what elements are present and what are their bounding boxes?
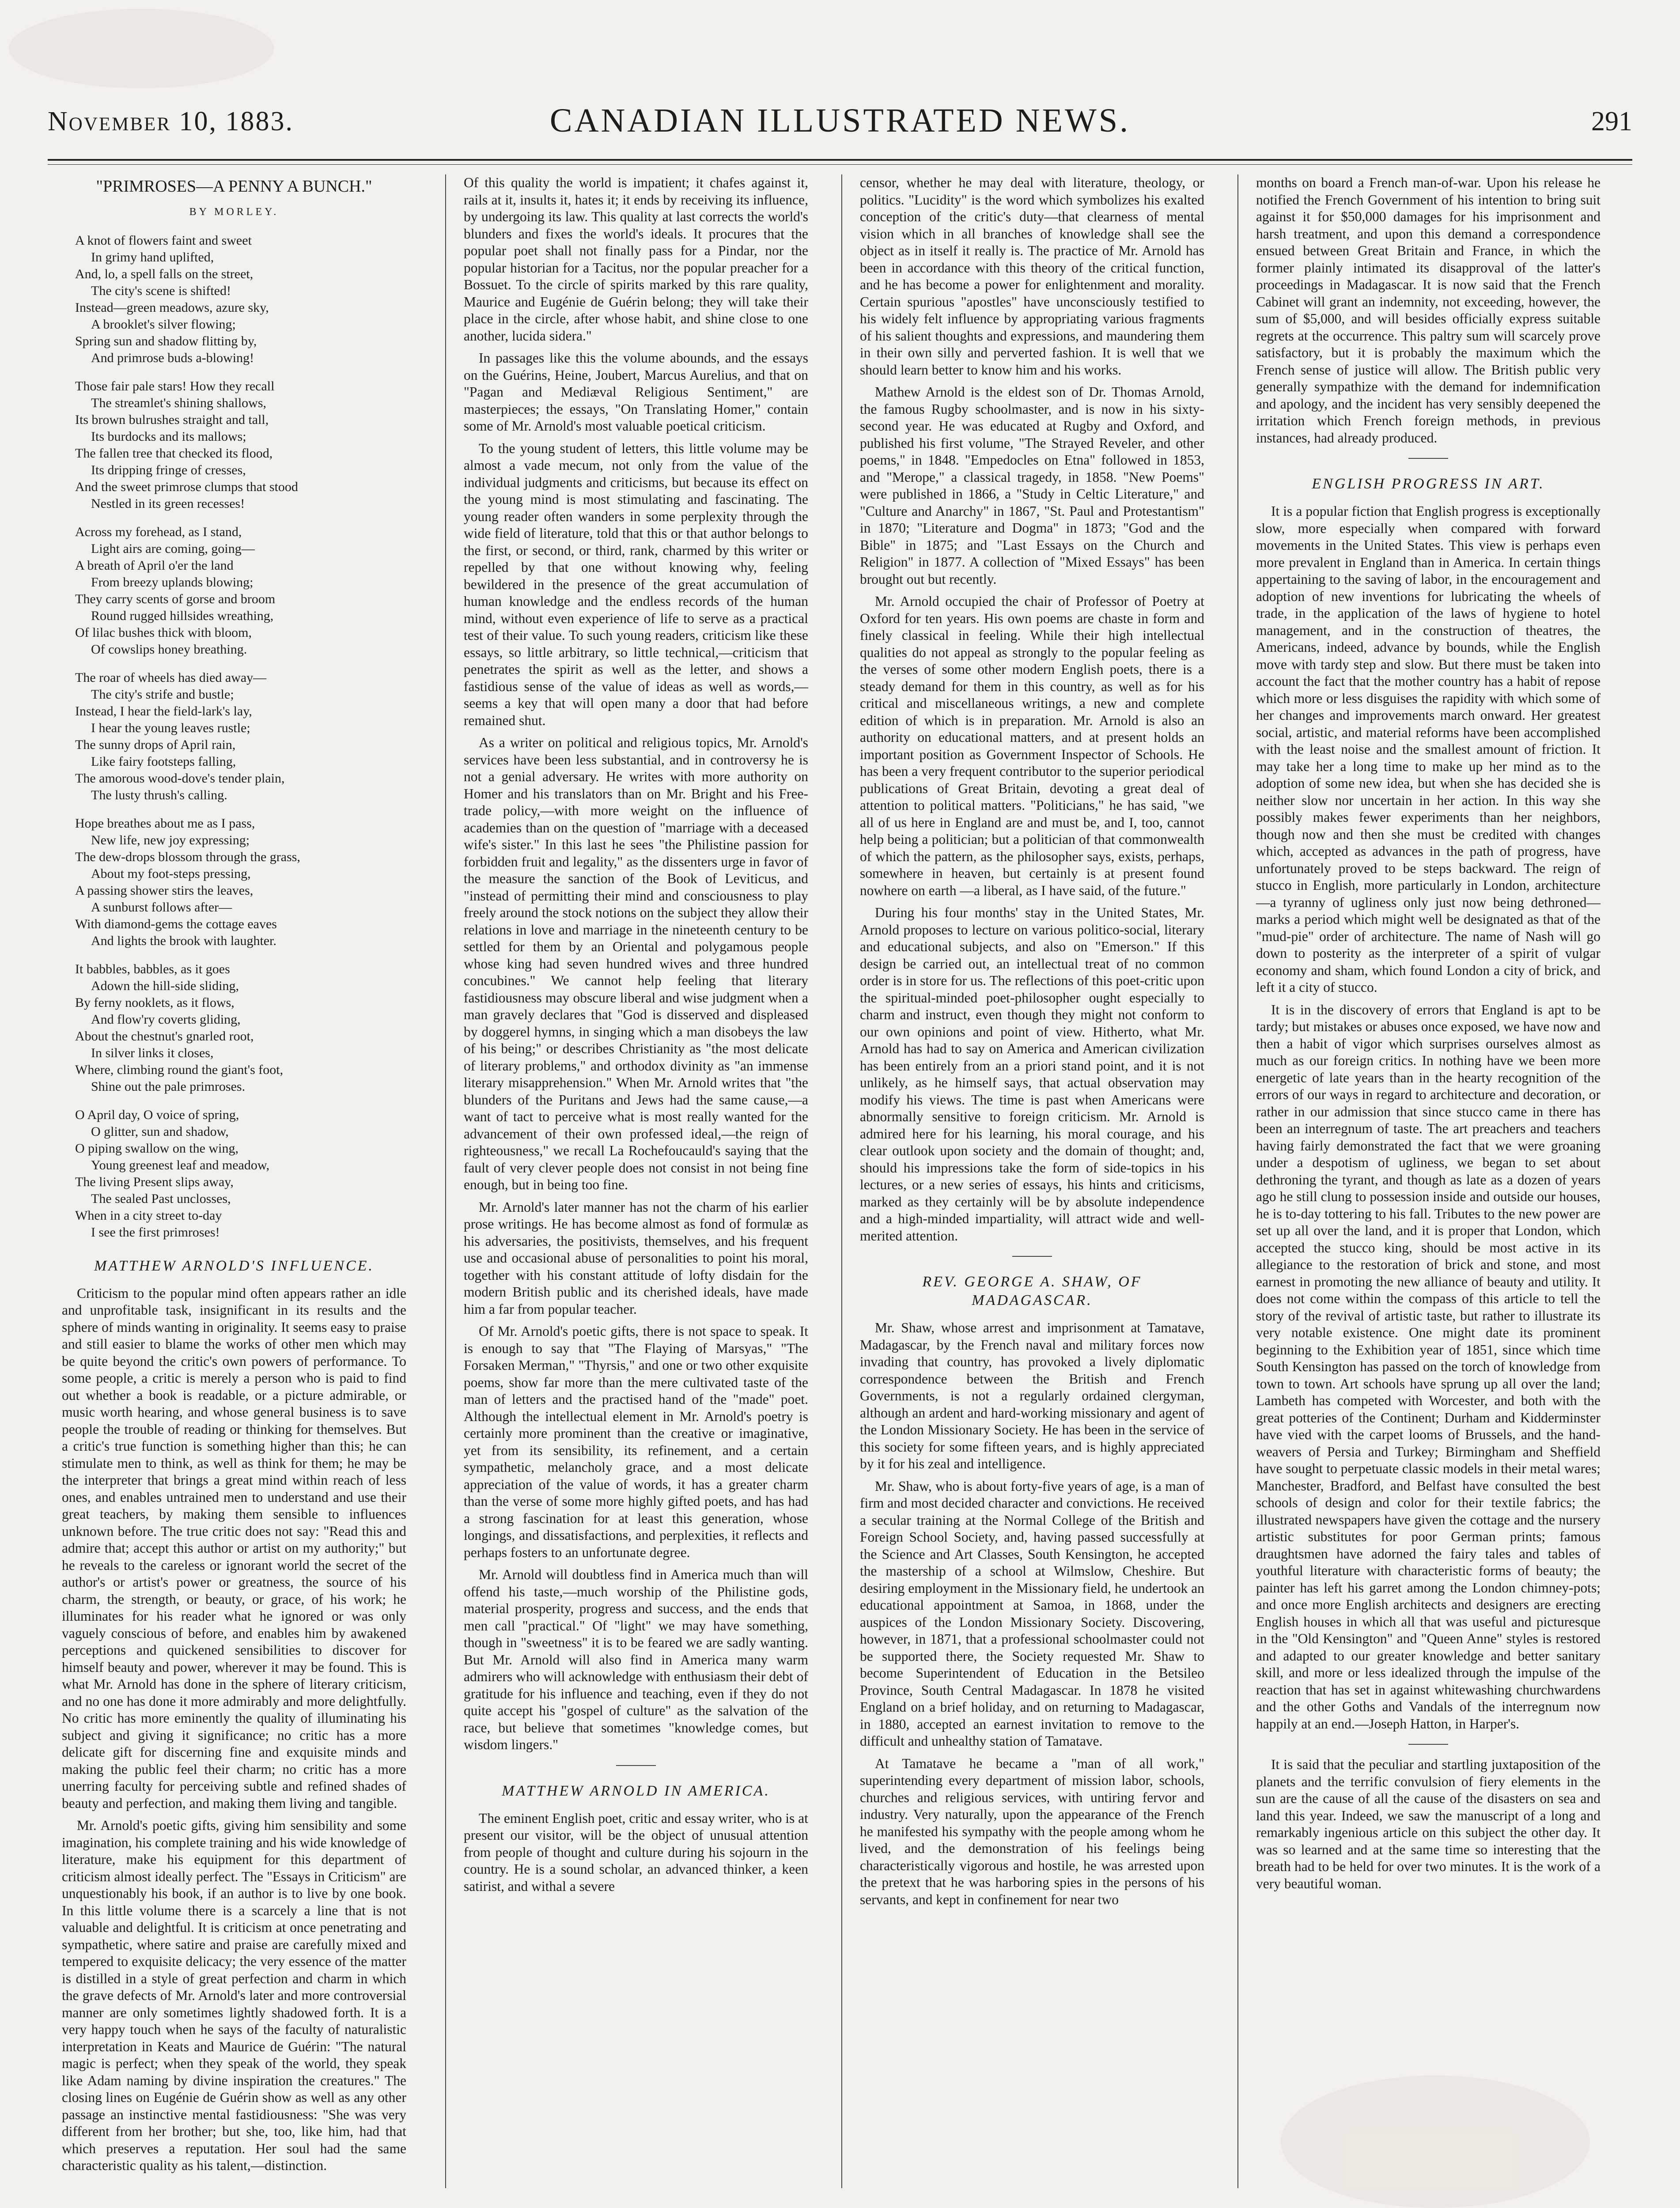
article-paragraph: The eminent English poet, critic and essay writer, who is at present our visitor, will be the object of unusual attention from people of thought and culture during his sojourn in the country. He is a sound scholar, an advanced thinker, a keen satirist, and withal a severe [464,1810,808,1894]
article-paragraph: Mr. Arnold's later manner has not the charm of his earlier prose writings. He has become almost as fond of formulæ as his adversaries, the positivists, themselves, and his frequent use and occasional abuse of personalities to point his moral, together with his constant attitude of lofty disdain for the modern British public and its cherished ideals, have made him a far from popular teacher. [464,1199,808,1317]
poem-line: The sunny drops of April rain, [75,737,236,752]
poem-stanza [75,232,406,367]
poem-line: Adown the hill-side sliding, [91,978,239,993]
poem-line: With diamond-gems the cottage eaves [75,916,277,931]
paper-stain [9,9,274,88]
poem-line: The roar of wheels has died away— [75,670,267,685]
section-rule [1408,458,1448,459]
poem-line: The living Present slips away, [75,1174,234,1189]
poem-body [62,232,406,1241]
section-title: ENGLISH PROGRESS IN ART. [1312,476,1545,492]
poem-line: They carry scents of gorse and broom [75,591,276,606]
article-paragraph: At Tamatave he became a "man of all work," superintending every department of mission labor, schools, churches and religious services, with untiring fervor and industry. Very naturally, upon the appearance of the French he manifested his sympathy with the people among whom he lived, and the demonstration of his feelings being characteristically vigorous and hostile, he was arrested upon the pretext that he was harboring spies in the persons of his servants, and kept in confinement for near two [860,1755,1204,1907]
poem-line: And, lo, a spell falls on the street, [75,266,254,281]
poem-line: O glitter, sun and shadow, [91,1124,229,1139]
poem-line: By ferny nooklets, as it flows, [75,995,235,1010]
poem-line: In grimy hand uplifted, [91,250,214,265]
article-paragraph: Criticism to the popular mind often appears rather an idle and unprofitable task, insignificant in its results and the sphere of minds wanting in originality. It seems easy to praise and still easier to blame the works of other men which may be quite beyond the critic's own powers of performance. To some people, a critic is merely a person who is paid to find out whether a book is readable, or a picture admirable, or music worth hearing, and whose general business is to save people the trouble of reading or thinking for themselves. But a critic's true function is something higher than this; he can stimulate men to think, as well as think for them; he may be the interpreter that brings a great mind within reach of less ones, and enables untrained men to understand and use their great teachers, by making them sensible to influences unknown before. The true critic does not say: "Read this and admire that; accept this author or artist on my authority;" but he reveals to the careless or ignorant world the secret of the author's or artist's power or greatness, the source of his charm, the strength, or beauty, or grace, of his work; he illuminates for his reader what he ignored or was only vaguely conscious of before, and enables him by awakened perceptions and quickened sensibilities to discover for himself beauty and power, wherever it may be found. This is what Mr. Arnold has done in the sphere of literary criticism, and no one has done it more admirably and more delightfully. No critic has more eminently the quality of illuminating his subject and giving it significance; no critic has a more delicate gift for discerning fine and exquisite minds and making the public feel their charm; no critic has a more unerring faculty for perceiving subtle and refined shades of beauty and perfection, and making them living and tangible. [62,1285,406,1811]
poem-line: I see the first primroses! [91,1225,220,1240]
poem-line: The streamlet's shining shallows, [91,395,267,410]
poem-line: The amorous wood-dove's tender plain, [75,771,285,786]
section-title: MATTHEW ARNOLD'S INFLUENCE. [94,1257,374,1274]
poem-line: I hear the young leaves rustle; [91,720,250,735]
poem-line: A breath of April o'er the land [75,558,234,573]
poem-byline: BY MORLEY. [189,206,279,218]
issue-date: November 10, 1883. [48,106,294,136]
poem-line: From breezy uplands blowing; [91,575,254,590]
poem-stanza [75,815,406,949]
masthead-rule-thin [48,164,1632,165]
poem-line: Instead, I hear the field-lark's lay, [75,703,252,718]
poem-line: A brooklet's silver flowing; [91,317,236,332]
article-paragraph: Mr. Arnold will doubtless find in America much than will offend his taste,—much worship of the Philistine gods, material prosperity, progress and success, and the ends that men call "practical." Of "light" we may have something, though in "sweetness" it is to be feared we are sadly wanting. But Mr. Arnold will also find in America many warm admirers who will acknowledge with enthusiasm their debt of gratitude for his influence and teaching, even if they do not quite accept his "gospel of culture" as the salvation of the race, but believe that sometimes "knowledge comes, but wisdom lingers." [464,1567,808,1752]
column-divider [1237,174,1238,2188]
article-paragraph: It is said that the peculiar and startling juxtaposition of the planets and the terrific convulsion of fiery elements in the sun are the cause of all the cause of the disasters on sea and land this year. Indeed, we saw the manuscript of a long and remarkably ingenious article on this subject the other day. It was so learned and at the same time so interesting that the breath had to be held for over two minutes. It is the work of a very beautiful woman. [1256,1757,1601,1891]
column-2 [464,174,808,1900]
article-paragraph: It is a popular fiction that English progress is exceptionally slow, more especially when compared with forward movements in the United States. This view is perhaps even more prevalent in England than in America. In certain things appertaining to the saving of labor, in the encouragement and adoption of new inventions for lubricating the wheels of trade, in the application of the laws of hygiene to hotel management, and in the construction of theatres, the Americans, indeed, advance by bounds, while the English move with tardy step and slow. But there must be taken into account the fact that the mother country has a habit of repose which more or less disguises the rapidity with which some of her changes and improvements march onward. Her greatest social, artistic, and material reforms have been accomplished with the least noise and the smallest amount of friction. It may take her a long time to make up her mind as to the adoption of some new idea, but when she has decided she is neither slow nor uncertain in her action. In this way she possibly makes fewer experiments than her neighbors, though now and then she must be credited with changes which, accepted as advances in the path of progress, have unfortunately proved to be steps backward. The reign of stucco in English, more particularly in London, architecture—a tyranny of ugliness only just now being dethroned—marks a period which might well be designated as that of the "mud-pie" order of architecture. The name of Nash will go down to posterity as the interpreter of a spirit of vulgar economy and sham, which found London a city of brick, and left it a city of stucco. [1256,503,1601,995]
poem-line: Of lilac bushes thick with bloom, [75,625,252,640]
poem-line: Its brown bulrushes straight and tall, [75,412,269,427]
poem-line: Nestled in its green recesses! [91,496,245,511]
column-4 [1256,174,1601,1898]
poem-line: Spring sun and shadow flitting by, [75,333,257,348]
poem-line: Its dripping fringe of cresses, [91,462,246,477]
poem-line: And lights the brook with laughter. [91,933,276,948]
section-title: MATTHEW ARNOLD IN AMERICA. [502,1782,770,1799]
poem-line: The lusty thrush's calling. [91,787,227,802]
article-paragraph: To the young student of letters, this little volume may be almost a vade mecum, not only from the value of the individual judgments and criticisms, but because its effect on the young mind is most stimulating and fascinating. The young reader often wanders in some perplexity through the wide field of literature, told that this or that author belongs to the first, or second, or third, rank, charmed by this writer or repelled by that one without knowing why, feeling bewildered in the presence of the great accumulation of human knowledge and the endless records of the human mind, without even experience of life to serve as a practical test of their value. To such young readers, criticism like these essays, so little arbitrary, so little technical,—criticism that penetrates the spirit as well as the letter, and shows a fastidious sense of the value of ideas as well as words,—seems a key that will open many a door that had before remained shut. [464,440,808,728]
poem-line: Instead—green meadows, azure sky, [75,300,269,315]
poem-line: Round rugged hillsides wreathing, [91,608,274,623]
column-divider [445,174,446,2188]
poem-stanza [75,961,406,1095]
section-rule [1012,1256,1052,1257]
article-paragraph: months on board a French man-of-war. Upon his release he notified the French Government of his intention to bring suit against it for $50,000 damages for his imprisonment and harsh treatment, and upon this demand a correspondence ensued between Great Britain and France, in which the former plainly intimated its disapproval of the latter's proceedings in Madagascar. It is now said that the French Cabinet will grant an indemnity, not exceeding, however, the sum of $5,000, and will besides officially express suitable regrets at the occurrence. This paltry sum will scarcely prove satisfactory, but it is probably the maximum which the French sense of justice will allow. The British public very generally sympathize with the demand for indemnification and apology, and the incident has very sensibly deepened the irritation which French foreign methods, in previous instances, had already produced. [1256,175,1601,446]
poem-line: And the sweet primrose clumps that stood [75,479,298,494]
poem-line: The city's strife and bustle; [91,687,234,702]
article-paragraph: Mr. Arnold's poetic gifts, giving him sensibility and some imagination, his complete training and his wide knowledge of literature, make his equipment for this department of criticism almost ideally perfect. The "Essays in Criticism" are unquestionably his book, if an author is to live by one book. In this little volume there is a scarcely a line that is not valuable and delightful. It is criticism at once penetrating and sympathetic, where satire and praise are carefully mixed and tempered to exquisite delicacy; the very essence of the matter is distilled in a style of great perfection and charm in which the grave defects of Mr. Arnold's later and more controversial manner are only sometimes lightly shadowed forth. It is a very happy touch when he says of the faculty of naturalistic interpretation in Keats and Maurice de Guérin: "The natural magic is perfect; when they speak of the world, they speak like Adam naming by divine inspiration the creatures." The closing lines on Eugénie de Guérin show as well as any other passage an instinctive mental fastidiousness: "She was very different from her brother; but she, too, like him, had that which preserves a reputation. Her soul had the same characteristic quality as his talent,—distinction. [62,1818,406,2173]
column-3 [860,174,1204,1913]
poem-line: Those fair pale stars! How they recall [75,378,275,393]
article-paragraph: Of Mr. Arnold's poetic gifts, there is not space to speak. It is enough to say that "The Flaying of Marsyas," "The Forsaken Merman," "Thyrsis," and one or two other exquisite poems, show far more than the mere cultivated taste of the man of letters and the practised hand of the "made" poet. Although the intellectual element in Mr. Arnold's poetry is certainly more prominent than the creative or imaginative, yet from its sensibility, its refinement, and a certain sympathetic, melancholy grace, and a most delicate appreciation of the value of words, it has a greater charm than the verse of some more highly gifted poets, and has had a strong fascination for at least this generation, whose longings, and dissatisfactions, and perplexities, it reflects and perhaps fosters to an unfortunate degree. [464,1323,808,1560]
poem-line: It babbles, babbles, as it goes [75,961,230,976]
poem-line: About my foot-steps pressing, [91,866,251,881]
article-paragraph: It is in the discovery of errors that England is apt to be tardy; but mistakes or abuses once exposed, we have now and then a habit of vigor which surprises ourselves almost as much as our foreign critics. In nothing have we been more energetic of late years than in the hearty recognition of the errors of our ways in regard to architecture and decoration, or rather in our admission that since stucco came in there has been an interregnum of taste. The art preachers and teachers having fairly demonstrated the fact that we were groaning under a despotism of ugliness, we began to set about dethroning the tyrant, and though as late as a dozen of years ago he still clung to possession inside and outside our houses, he is to-day tottering to his fall. Tributes to the new power are set up all over the land, and it is proper that London, which accepted the stucco king, should be most active in its allegiance to the restoration of brick and stone, and most earnest in promoting the new alliance of beauty and utility. It does not come within the compass of this article to tell the story of the revival of artistic taste, but rather to illustrate its very notable existence. One might date its prominent beginning to the Exhibition year of 1851, since which time South Kensington has passed on the torch of knowledge from town to town. Art schools have sprung up all over the land; Lambeth has competed with Worcester, and both with the great potteries of the Continent; Durham and Kidderminster have vied with the carpet looms of Brussels, and the hand-weavers of Persia and Turkey; Birmingham and Sheffield have sought to perpetuate classic models in their metal wares; Manchester, Bradford, and Belfast have consulted the best schools of design and color for their textile fabrics; the illustrated newspapers have given the cottage and the nursery artistic substitutes for poor German prints; famous draughtsmen have adorned the fairy tales and tables of youthful literature with characteristic forms of beauty; the painter has left his garret among the London chimney-pots; and once more English architects and designers are erecting English houses in which all that was useful and picturesque in the "Old Kensington" and "Queen Anne" styles is restored and adapted to our greater knowledge and better sanitary skill, and more or less idealized through the impulse of the reaction that has set in against whitewashing churchwardens and the other Goths and Vandals of the interregnum now happily at an end.—Joseph Hatton, in Harper's. [1256,1002,1601,1732]
article-paragraph: Of this quality the world is impatient; it chafes against it, rails at it, insults it, hates it; it ends by receiving its influence, by undergoing its law. This quality at last corrects the world's blunders and fixes the world's ideals. It procures that the popular poet shall not finally pass for a Pindar, nor the popular historian for a Tacitus, nor the popular preacher for a Bossuet. To the circle of spirits marked by this rare quality, Maurice and Eugénie de Guérin belong; they will take their place in the circle, after whose habit, and shine close to one another, lucida sidera." [464,175,808,344]
article-paragraph: In passages like this the volume abounds, and the essays on the Guérins, Heine, Joubert, Marcus Aurelius, and that on "Pagan and Mediæval Religious Sentiment," are masterpieces; the essays, "On Translating Homer," contain some of Mr. Arnold's most valuable poetical criticism. [464,350,808,434]
poem-line: The dew-drops blossom through the grass, [75,849,300,864]
page-number: 291 [1591,106,1632,136]
poem-line: O April day, O voice of spring, [75,1107,239,1122]
poem-stanza [75,524,406,658]
article-paragraph: censor, whether he may deal with literature, theology, or politics. "Lucidity" is the word which symbolizes his exalted conception of the critic's duty—that clearness of mental vision which in all branches of knowledge shall see the object as in itself it really is. The practice of Mr. Arnold has been in accordance with this theory of the critical function, and he has become a power for enlightenment and morality. Certain spurious "apostles" have unconsciously testified to his widely felt influence by appropriating various fragments of his salient thoughts and expressions, and maundering them in their own silly and perverted fashion. It is well that we should learn better to know him and his works. [860,175,1204,378]
poem-line: Light airs are coming, going— [91,541,255,556]
poem-line: Across my forehead, as I stand, [75,524,242,539]
poem-line: And primrose buds a-blowing! [91,350,254,365]
poem-line: New life, new joy expressing; [91,832,250,847]
poem-line: A knot of flowers faint and sweet [75,233,252,248]
newspaper-title: CANADIAN ILLUSTRATED NEWS. [549,102,1131,139]
poem-stanza [75,669,406,804]
poem-line: In silver links it closes, [91,1045,214,1060]
poem-line: A sunburst follows after— [91,900,232,915]
article-paragraph: Mr. Shaw, who is about forty-five years of age, is a man of firm and most decided character and convictions. He received a secular training at the Normal College of the British and Foreign School Society, and, having passed successfully at the Science and Art Classes, South Kensington, he accepted the mastership of a school at Wilmslow, Cheshire. But desiring employment in the Missionary field, he undertook an educational appointment at Samoa, in 1868, under the auspices of the London Missionary Society. Discovering, however, in 1871, that a professional schoolmaster could not be supported there, the Society requested Mr. Shaw to become Superintendent of Education in the Betsileo Province, South Central Madagascar. In 1878 he visited England on a brief holiday, and on returning to Madagascar, in 1880, accepted an earnest invitation to remove to the difficult and unhealthy station of Tamatave. [860,1478,1204,1749]
section-rule [1408,1744,1448,1745]
article-paragraph: Mr. Shaw, whose arrest and imprisonment at Tamatave, Madagascar, by the French naval and military forces now invading that country, has provoked a lively diplomatic correspondence between the British and French Governments, is not a regularly ordained clergyman, although an ardent and hard-working missionary and agent of the London Missionary Society. He has been in the service of this society for some fifteen years, and is highly appreciated by it for his zeal and intelligence. [860,1320,1204,1471]
poem-line: Young greenest leaf and meadow, [91,1157,270,1172]
poem-line: The sealed Past unclosses, [91,1191,231,1206]
column-1 [62,174,406,2180]
poem-line: About the chestnut's gnarled root, [75,1028,254,1044]
article-paragraph: Mathew Arnold is the eldest son of Dr. Thomas Arnold, the famous Rugby schoolmaster, and is now in his sixty-second year. He was educated at Rugby and Oxford, and published his first volume, "The Strayed Reveler, and other poems," in 1848. "Empedocles on Etna" followed in 1853, and "Merope," a classical tragedy, in 1858. "New Poems" were published in 1866, a "Study in Celtic Literature," and "Culture and Anarchy" in 1867, "St. Paul and Protestantism" in 1870; "Literature and Dogma" in 1873; "God and the Bible" in 1875; and "Last Essays on the Church and Religion" in 1877. A collection of "Mixed Essays" has been brought out but recently. [860,384,1204,587]
poem-line: The fallen tree that checked its flood, [75,446,273,461]
poem-title: "PRIMROSES—A PENNY A BUNCH." [96,177,372,196]
article-paragraph: During his four months' stay in the United States, Mr. Arnold proposes to lecture on various politico-social, literary and educational subjects, and also on "Emerson." If this design be carried out, an intellectual treat of no common order is in store for us. The reflections of this poet-critic upon the spiritual-minded poet-philosopher ought especially to charm and instruct, even though they might not conform to our own opinions and point of view. Hitherto, what Mr. Arnold has had to say on America and American civilization has been entirely from an a priori stand point, and it is not unlikely, as he himself says, that actual observation may modify his views. The time is past when Americans were abnormally sensitive to foreign criticism. Mr. Arnold is admired here for his learning, his moral courage, and his clear outlook upon society and the domain of thought; and, should his impressions take the form of side-topics in his lectures, or a new series of essays, his hints and criticisms, marked as they certainly will be by absolute independence and a high-minded impartiality, will attract wide and well-merited attention. [860,905,1204,1244]
poem-line: Shine out the pale primroses. [91,1079,246,1094]
article-paragraph: As a writer on political and religious topics, Mr. Arnold's services have been less substantial, and in controversy he is not a genial adversary. He writes with more authority on Homer and his translators than on Mr. Bright and his Free-trade policy,—with more weight on the influence of academies than on the question of "marriage with a deceased wife's sister." In this last he sees "the Philistine passion for forbidden fruit and legality," as the dissenters urge in favor of the measure the sanction of the Book of Leviticus, and "instead of permitting their mind and consciousness to play freely around the stock notions on the subject they allow their relations in love and marriage in the nineteenth century to be settled for them by an Oriental and polygamous people whose king had seven hundred wives and three hundred concubines." We cannot help feeling that literary fastidiousness may obscure liberal and wise judgment when a man gravely declares that "God is disserved and displeased by doggerel hymns, in singing which a man disobeys the law of his being;" or describes Christianity as "the most delicate of literary problems," and orthodox divinity as "an immense literary misapprehension." When Mr. Arnold writes that "the blunders of the Puritans and Jews had the same cause,—a want of tact to perceive what is most really wanted for the advancement of their own professed ideal,—the reign of righteousness," we recall La Rochefoucauld's saying that the fault of very clever people does not consist in not being fine enough, but in being too fine. [464,735,808,1192]
column-divider [841,174,842,2188]
masthead [48,102,1632,155]
section-title: REV. GEORGE A. SHAW, OF MADAGASCAR. [922,1274,1142,1308]
poem-line: And flow'ry coverts gliding, [91,1012,241,1027]
poem-line: When in a city street to-day [75,1208,222,1223]
poem-stanza [75,1107,406,1241]
poem-line: The city's scene is shifted! [91,283,231,298]
poem-line: Its burdocks and its mallows; [91,429,246,444]
poem-line: O piping swallow on the wing, [75,1141,238,1156]
poem-line: Where, climbing round the giant's foot, [75,1062,284,1077]
masthead-rule [48,159,1632,161]
section-rule [616,1765,656,1766]
poem-stanza [75,378,406,512]
poem-line: Of cowslips honey breathing. [91,642,247,657]
poem-line: Like fairy footsteps falling, [91,754,236,769]
article-paragraph: Mr. Arnold occupied the chair of Professor of Poetry at Oxford for ten years. His own poems are chaste in form and finely classical in feeling. While their high intellectual qualities do not appeal as strongly to the popular feeling as the verses of some other modern English poets, there is a steady demand for them in this country, as well as for his critical and miscellaneous writings, a new and complete edition of which is in preparation. Mr. Arnold is also an authority on educational matters, and at present holds an important position as Government Inspector of Schools. He has been a very frequent contributor to the superior periodical publications of Great Britain, devoting a great deal of attention to political matters. "Politicians," he has said, "we all of us here in England are and must be, and I, too, cannot help being a politician; but a politician of that commonwealth of which the pattern, as the philosopher says, exists, perhaps, somewhere in heaven, but certainly is at present found nowhere on earth —a liberal, as I have said, of the future." [860,594,1204,898]
poem-line: A passing shower stirs the leaves, [75,883,254,898]
poem-line: Hope breathes about me as I pass, [75,816,255,831]
paper-stain [1281,2076,1590,2208]
